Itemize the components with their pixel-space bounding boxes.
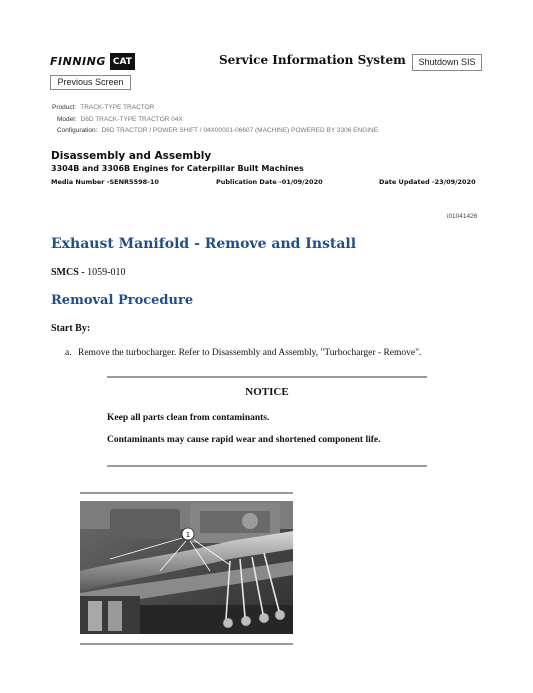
- previous-screen-button[interactable]: Previous Screen: [50, 75, 131, 90]
- shutdown-sis-button[interactable]: Shutdown SIS: [412, 54, 482, 71]
- start-by-label: Start By:: [51, 323, 91, 334]
- figure-bottom-rule: [80, 643, 293, 645]
- logo-wordmark: FINNING: [50, 54, 106, 68]
- meta-product: [52, 104, 154, 111]
- product-value: TRACK-TYPE TRACTOR: [80, 104, 155, 111]
- finning-cat-logo: [50, 51, 135, 71]
- exhaust-manifold-photo: [80, 501, 293, 634]
- meta-configuration: [57, 127, 378, 134]
- document-id: i01041426: [447, 213, 478, 220]
- procedure-title: Removal Procedure: [51, 293, 194, 308]
- notice-top-rule: [107, 376, 427, 378]
- section-subtitle: 3304B and 3306B Engines for Caterpillar Built Machines: [51, 164, 304, 173]
- step-marker: a.: [65, 348, 72, 358]
- step-text: Remove the turbocharger. Refer to Disassembly and Assembly, "Turbocharger - Remove".: [78, 348, 422, 358]
- article-title: Exhaust Manifold - Remove and Install: [51, 236, 357, 252]
- figure-top-rule: [80, 492, 293, 494]
- notice-line-2: Contaminants may cause rapid wear and shortened component life.: [107, 435, 381, 445]
- model-value: D6D TRACK-TYPE TRACTOR 04X: [80, 116, 183, 123]
- notice-line-1: Keep all parts clean from contaminants.: [107, 413, 270, 423]
- date-updated: Date Updated -23/09/2020: [379, 178, 476, 186]
- smcs-label: SMCS -: [51, 267, 85, 278]
- configuration-value: D6D TRACTOR / POWER SHIFT / 04X00001-06607 (MACHINE) POWERED BY 3306 ENGINE: [101, 127, 379, 134]
- publication-date: Publication Date -01/09/2020: [216, 178, 323, 186]
- media-number: Media Number -SENR5598-10: [51, 178, 159, 186]
- notice-bottom-rule: [107, 465, 427, 467]
- section-title: Disassembly and Assembly: [51, 150, 212, 162]
- product-label: Product:: [52, 104, 77, 111]
- model-label: Model:: [57, 116, 77, 123]
- cat-logo-text: CAT: [112, 56, 132, 67]
- smcs-code: [51, 267, 125, 278]
- smcs-value: 1059-010: [87, 267, 126, 278]
- notice-title: NOTICE: [245, 386, 289, 398]
- step-a: [65, 348, 421, 358]
- system-title: Service Information System: [219, 53, 406, 67]
- cat-logo-box: [110, 53, 135, 70]
- configuration-label: Configuration:: [57, 127, 98, 134]
- meta-model: [57, 116, 183, 123]
- callout-number: 1: [185, 531, 191, 539]
